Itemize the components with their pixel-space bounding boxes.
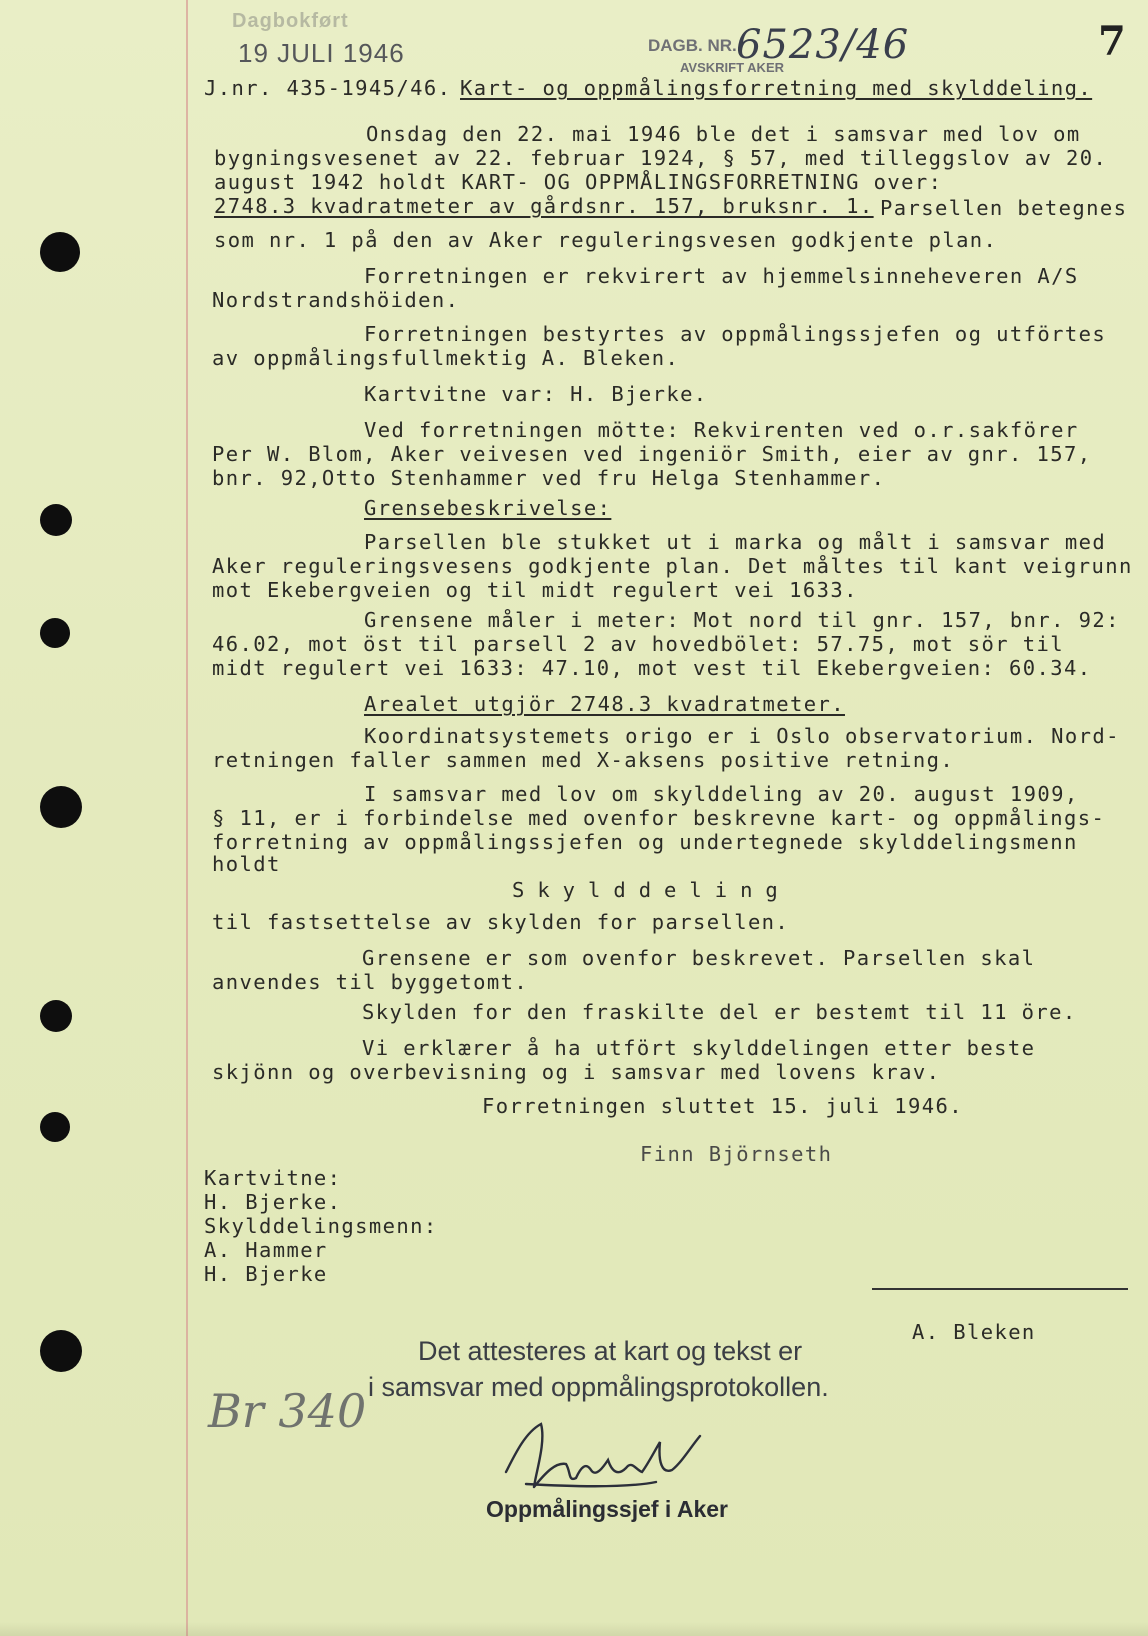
date-stamp: 19 JULI 1946 (238, 38, 405, 68)
skylddelingsmann-name: A. Hammer (204, 1238, 328, 1262)
punch-hole (40, 618, 70, 648)
skylddelingsmann-name: H. Bjerke (204, 1262, 328, 1286)
text-line: Kartvitne var: H. Bjerke. (364, 382, 708, 406)
signer-name: Finn Björnseth (640, 1142, 833, 1166)
heading-title: Kart- og oppmålingsforretning med skylddeling. (460, 76, 1093, 100)
text-line: Forretningen bestyrtes av oppmålingssjefen og utförtes (364, 322, 1107, 346)
text-line: midt regulert vei 1633: 47.10, mot vest til Ekebergveien: 60.34. (212, 656, 1092, 680)
punch-hole (40, 1330, 82, 1372)
text-line: anvendes til byggetomt. (212, 970, 529, 994)
registration-stamp: Dagbokført (232, 10, 349, 32)
witness-label: Kartvitne: (204, 1166, 342, 1190)
handwritten-signature (486, 1412, 726, 1502)
area-statement: Arealet utgjör 2748.3 kvadratmeter. (364, 692, 845, 716)
punch-hole (40, 232, 80, 272)
skylddelingsmenn-label: Skylddelingsmenn: (204, 1214, 438, 1238)
attestation-line: Det attesteres at kart og tekst er (418, 1336, 803, 1366)
text-line: Vi erklærer å ha utfört skylddelingen etter beste (362, 1036, 1036, 1060)
text-line: august 1942 holdt KART- OG OPPMÅLINGSFORRETNING over: (214, 170, 943, 194)
text-line: § 11, er i forbindelse med ovenfor beskrevne kart- og oppmålings- (212, 806, 1106, 830)
attestation-title: Oppmålingssjef i Aker (486, 1496, 728, 1522)
text-line: 46.02, mot öst til parsell 2 av hovedbölet: 57.75, mot sör til (212, 632, 1065, 656)
section-heading: Grensebeskrivelse: (364, 496, 612, 520)
heading-ref: J.nr. 435-1945/46. (204, 76, 452, 100)
text-line: bnr. 92,Otto Stenhammer ved fru Helga Stenhammer. (212, 466, 886, 490)
text-line: av oppmålingsfullmektig A. Bleken. (212, 346, 680, 370)
attestation-line: i samsvar med oppmålingsprotokollen. (368, 1372, 829, 1402)
text-line: Skylden for den fraskilte del er bestemt til 11 öre. (362, 1000, 1077, 1024)
text-line: som nr. 1 på den av Aker reguleringsvesen godkjente plan. (214, 228, 998, 252)
avskrift-stamp: AVSKRIFT AKER (680, 60, 784, 75)
text-line: Parsellen ble stukket ut i marka og målt i samsvar med (364, 530, 1107, 554)
text-line: mot Ekebergveien og til midt regulert vei 1633. (212, 578, 858, 602)
text-line: retningen faller sammen med X-aksens positive retning. (212, 748, 955, 772)
dagb-stamp-label: DAGB. NR. (648, 36, 737, 55)
text-line: Ved forretningen mötte: Rekvirenten ved o.r.sakförer (364, 418, 1079, 442)
signer-name: A. Bleken (912, 1320, 1036, 1344)
text-line: Grensene måler i meter: Mot nord til gnr. 157, bnr. 92: (364, 608, 1120, 632)
scan-edge (0, 1622, 1148, 1636)
text-line: I samsvar med lov om skylddeling av 20. august 1909, (364, 782, 1079, 806)
punch-hole (40, 786, 82, 828)
punch-hole (40, 1000, 72, 1032)
text-line: Nordstrandshöiden. (212, 288, 460, 312)
margin-rule (186, 0, 188, 1636)
punch-hole (40, 504, 72, 536)
handwritten-note: Br 340 (208, 1384, 367, 1438)
text-line: holdt (212, 852, 281, 876)
text-line-underlined: 2748.3 kvadratmeter av gårdsnr. 157, bruksnr. 1. (214, 194, 874, 218)
text-line: Per W. Blom, Aker veivesen ved ingeniör Smith, eier av gnr. 157, (212, 442, 1092, 466)
text-line: Grensene er som ovenfor beskrevet. Parsellen skal (362, 946, 1036, 970)
text-line: forretning av oppmålingssjefen og undertegnede skylddelingsmenn (212, 830, 1078, 854)
handwritten-journal-number: 6523/46 (736, 22, 910, 68)
text-line: Onsdag den 22. mai 1946 ble det i samsvar med lov om (366, 122, 1081, 146)
witness-name: H. Bjerke. (204, 1190, 342, 1214)
skylddeling-title: Skylddeling (512, 878, 791, 902)
text-line: Parsellen betegnes (880, 196, 1128, 220)
text-line: bygningsvesenet av 22. februar 1924, § 57, med tilleggslov av 20. (214, 146, 1108, 170)
punch-hole (40, 1112, 70, 1142)
text-line: Aker reguleringsvesens godkjente plan. Det måltes til kant veigrunn (212, 554, 1133, 578)
page-number: 7 (1098, 18, 1126, 65)
text-line: Forretningen er rekvirert av hjemmelsinneheveren A/S (364, 264, 1079, 288)
text-line: skjönn og overbevisning og i samsvar med lovens krav. (212, 1060, 941, 1084)
text-line: til fastsettelse av skylden for parsellen. (212, 910, 790, 934)
signature-line (872, 1288, 1128, 1290)
text-line: Koordinatsystemets origo er i Oslo observatorium. Nord- (364, 724, 1120, 748)
closing-line: Forretningen sluttet 15. juli 1946. (482, 1094, 963, 1118)
